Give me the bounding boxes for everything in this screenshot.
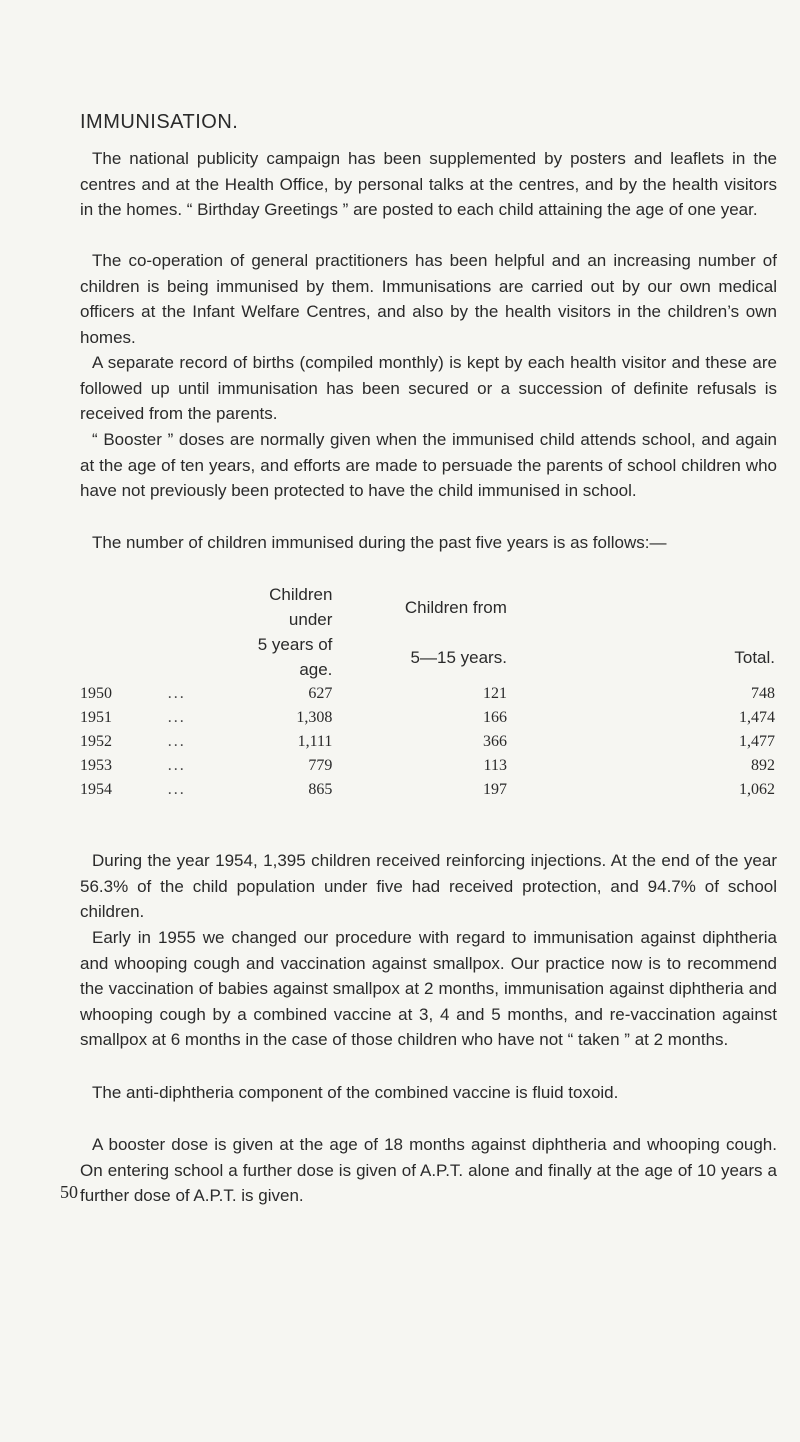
cell-leader: ...	[167, 733, 186, 750]
paragraph-table-intro: The number of children immunised during the past five years is as follows:—	[92, 533, 667, 552]
cell-from5to15: 121	[482, 685, 507, 702]
immunisation-table	[80, 582, 777, 802]
cell-from5to15: 197	[482, 781, 507, 798]
cell-from5to15: 113	[483, 757, 507, 774]
paragraph-booster-dose: A booster dose is given at the age of 18 months against diphtheria and whooping cough. On entering school a further dose is given of A.P.T. alone and finally at the age of 10 years a further dose of A.P.T. is given.	[80, 1135, 777, 1205]
section-heading: IMMUNISATION.	[80, 111, 239, 133]
paragraph-procedure: Early in 1955 we changed our procedure with regard to immunisation against diphtheria and whooping cough and vaccination against smallpox. Our practice now is to recommend the vaccination of babies against smallpox at 2 months, immunisation against diphtheria and whooping cough by a combined vaccine at 3, 4 and 5 months, and re-vaccination against smallpox at 6 months in the case of those children who have not “ taken ” at 2 months.	[80, 928, 777, 1049]
header-total: Total.	[734, 647, 775, 667]
cell-under5: 779	[308, 757, 333, 774]
paragraph-records: A separate record of births (compiled monthly) is kept by each health visitor and these are followed up until immunisation has been secured or a succession of definite refusals is received from the parents.	[80, 353, 777, 423]
table-row	[80, 730, 777, 754]
table-row	[80, 754, 777, 778]
paragraph-publicity: The national publicity campaign has been supplemented by posters and leaflets in the centres and at the Health Office, by personal talks at the centres, and by the health visitors in the homes. “ Birthday Greetings ” are posted to each child attaining the age of one year.	[80, 149, 777, 219]
cell-from5to15: 166	[482, 709, 507, 726]
cell-leader: ...	[167, 709, 186, 726]
cell-under5: 1,111	[297, 733, 333, 750]
paragraph-cooperation: The co-operation of general practitioners has been helpful and an increasing number of children is being immunised by them. Immunisations are carried out by our own medical officers at the Infant Welfare Centres, and also by the health visitors in the children’s own homes.	[80, 251, 777, 347]
cell-leader: ...	[167, 781, 186, 798]
cell-year: 1953	[80, 757, 112, 774]
table-header-row-2	[80, 632, 777, 682]
cell-under5: 627	[308, 685, 333, 702]
paragraph-booster: “ Booster ” doses are normally given when the immunised child attends school, and again at the age of ten years, and efforts are made to persuade the parents of school children who have not previously been protected to have the child immunised in school.	[80, 430, 777, 500]
paragraph-toxoid: The anti-diphtheria component of the combined vaccine is fluid toxoid.	[92, 1083, 619, 1102]
cell-year: 1950	[80, 685, 112, 702]
table-row	[80, 682, 777, 706]
cell-under5: 1,308	[296, 709, 333, 726]
cell-total: 1,062	[739, 781, 775, 798]
header-from5-line2: 5—15 years.	[410, 647, 507, 667]
header-under5-line2: 5 years of age.	[257, 635, 333, 679]
header-under5-line1: Children under	[269, 585, 333, 629]
cell-leader: ...	[167, 685, 186, 702]
cell-total: 1,474	[739, 709, 775, 726]
table-row	[80, 778, 777, 802]
cell-total: 892	[751, 757, 775, 774]
cell-from5to15: 366	[482, 733, 507, 750]
cell-under5: 865	[308, 781, 333, 798]
cell-year: 1952	[80, 733, 112, 750]
table-row	[80, 706, 777, 730]
cell-year: 1954	[80, 781, 112, 798]
cell-year: 1951	[80, 709, 112, 726]
paragraph-reinforcing: During the year 1954, 1,395 children received reinforcing injections. At the end of the year 56.3% of the child population under five had received protection, and 94.7% of school children.	[80, 851, 777, 921]
cell-total: 748	[751, 685, 775, 702]
cell-leader: ...	[167, 757, 186, 774]
table-header-row-1	[80, 582, 777, 632]
page-number: 50	[60, 1182, 78, 1202]
header-from5-line1: Children from	[404, 597, 507, 617]
cell-total: 1,477	[739, 733, 775, 750]
